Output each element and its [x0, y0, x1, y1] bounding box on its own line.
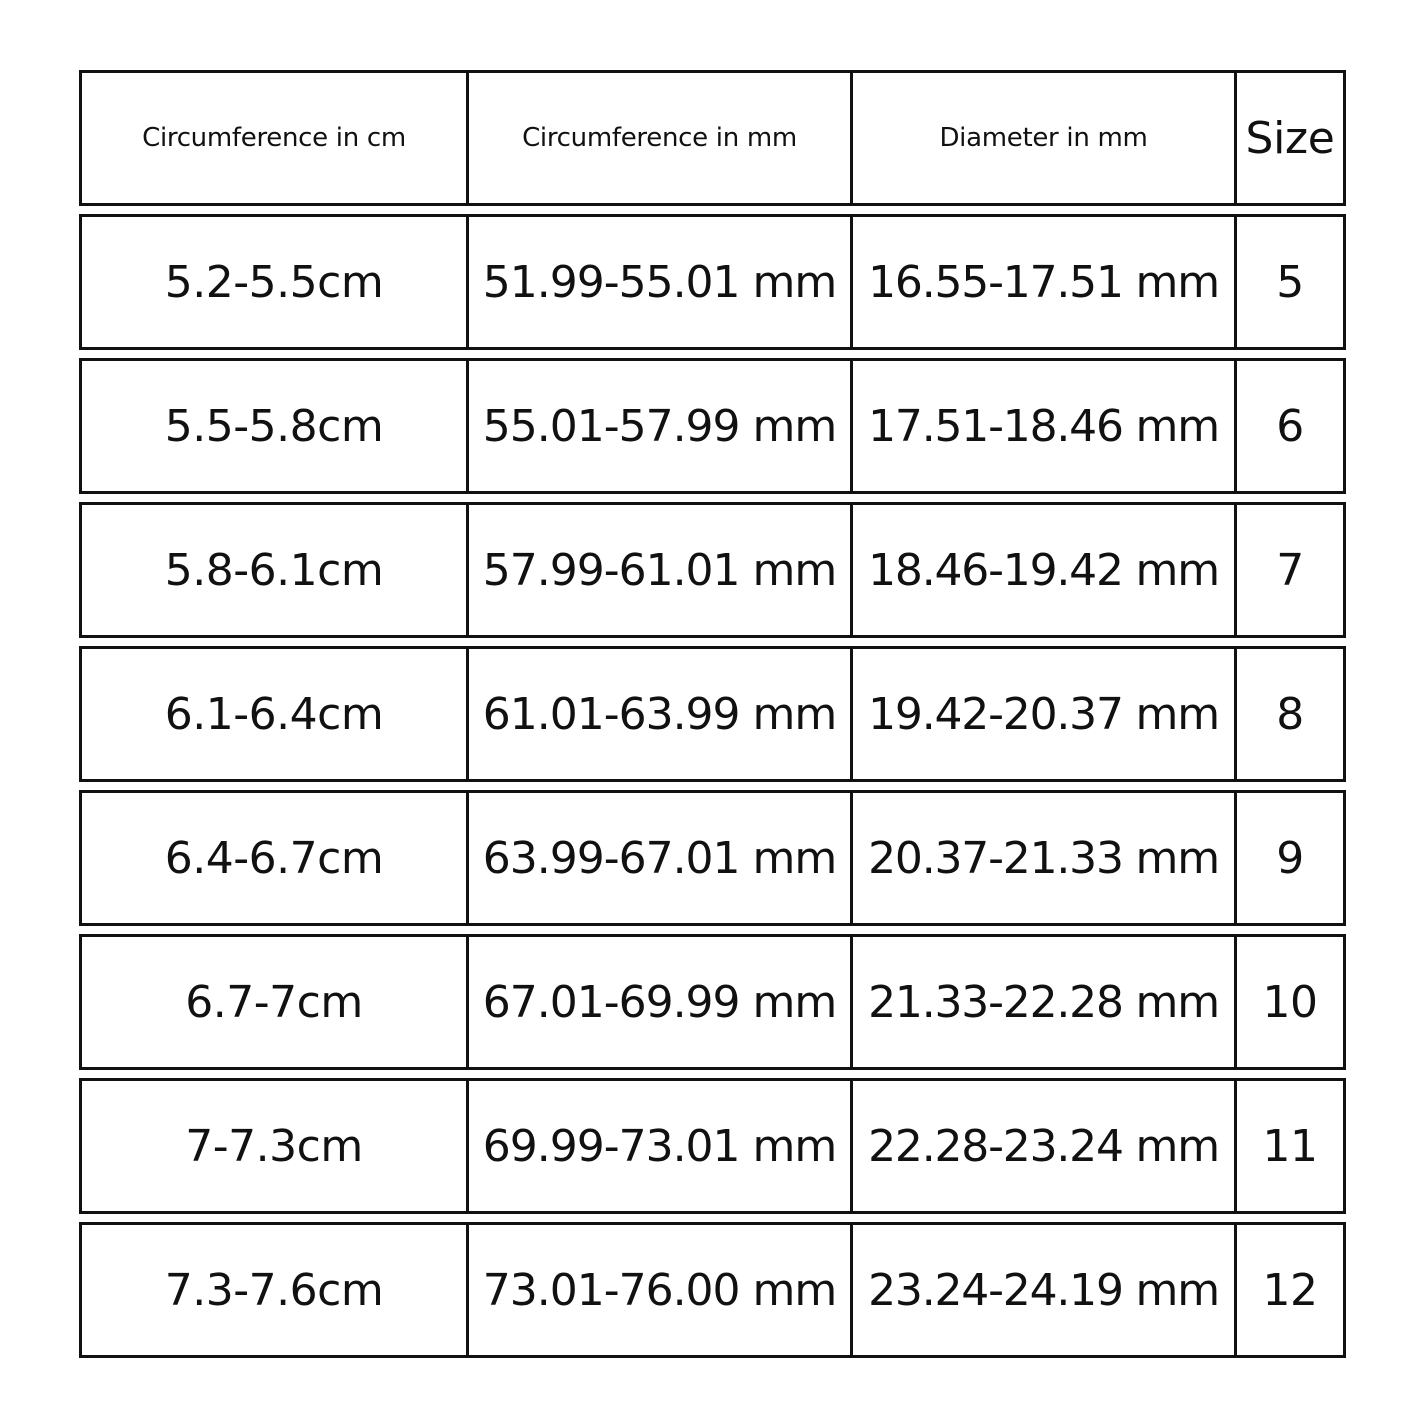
cell-diameter-mm: 17.51-18.46 mm [850, 361, 1234, 491]
cell-size: 12 [1234, 1225, 1343, 1355]
table-row [79, 790, 1346, 926]
cell-size: 11 [1234, 1081, 1343, 1211]
cell-diameter-mm: 18.46-19.42 mm [850, 505, 1234, 635]
cell-size: 7 [1234, 505, 1343, 635]
cell-diameter-mm: 21.33-22.28 mm [850, 937, 1234, 1067]
cell-circumference-cm: 5.2-5.5cm [164, 256, 384, 308]
ring-size-table [79, 70, 1346, 1358]
header-circumference-cm: Circumference in cm [142, 123, 406, 153]
table-row [79, 1078, 1346, 1214]
cell-circumference-mm: 51.99-55.01 mm [466, 217, 850, 347]
cell-circumference-mm: 73.01-76.00 mm [466, 1225, 850, 1355]
table-row [79, 934, 1346, 1070]
table-header-row [79, 70, 1346, 206]
table-row [79, 358, 1346, 494]
cell-circumference-cm: 6.4-6.7cm [164, 832, 384, 884]
cell-size: 10 [1234, 937, 1343, 1067]
cell-circumference-mm: 61.01-63.99 mm [466, 649, 850, 779]
cell-circumference-cm: 7.3-7.6cm [164, 1264, 384, 1316]
cell-diameter-mm: 19.42-20.37 mm [850, 649, 1234, 779]
cell-diameter-mm: 23.24-24.19 mm [850, 1225, 1234, 1355]
table-row [79, 502, 1346, 638]
cell-circumference-mm: 69.99-73.01 mm [466, 1081, 850, 1211]
cell-size: 5 [1234, 217, 1343, 347]
header-circumference-mm: Circumference in mm [466, 73, 850, 203]
table-row [79, 1222, 1346, 1358]
table-row [79, 646, 1346, 782]
cell-circumference-cm: 6.1-6.4cm [164, 688, 384, 740]
cell-circumference-mm: 55.01-57.99 mm [466, 361, 850, 491]
cell-size: 9 [1234, 793, 1343, 923]
cell-size: 8 [1234, 649, 1343, 779]
header-size: Size [1234, 73, 1343, 203]
cell-circumference-mm: 57.99-61.01 mm [466, 505, 850, 635]
cell-diameter-mm: 20.37-21.33 mm [850, 793, 1234, 923]
cell-diameter-mm: 16.55-17.51 mm [850, 217, 1234, 347]
cell-circumference-mm: 63.99-67.01 mm [466, 793, 850, 923]
cell-circumference-mm: 67.01-69.99 mm [466, 937, 850, 1067]
cell-circumference-cm: 5.5-5.8cm [164, 400, 384, 452]
cell-circumference-cm: 5.8-6.1cm [164, 544, 384, 596]
cell-diameter-mm: 22.28-23.24 mm [850, 1081, 1234, 1211]
cell-circumference-cm: 7-7.3cm [185, 1120, 363, 1172]
cell-circumference-cm: 6.7-7cm [185, 976, 363, 1028]
header-diameter-mm: Diameter in mm [850, 73, 1234, 203]
cell-size: 6 [1234, 361, 1343, 491]
table-row [79, 214, 1346, 350]
